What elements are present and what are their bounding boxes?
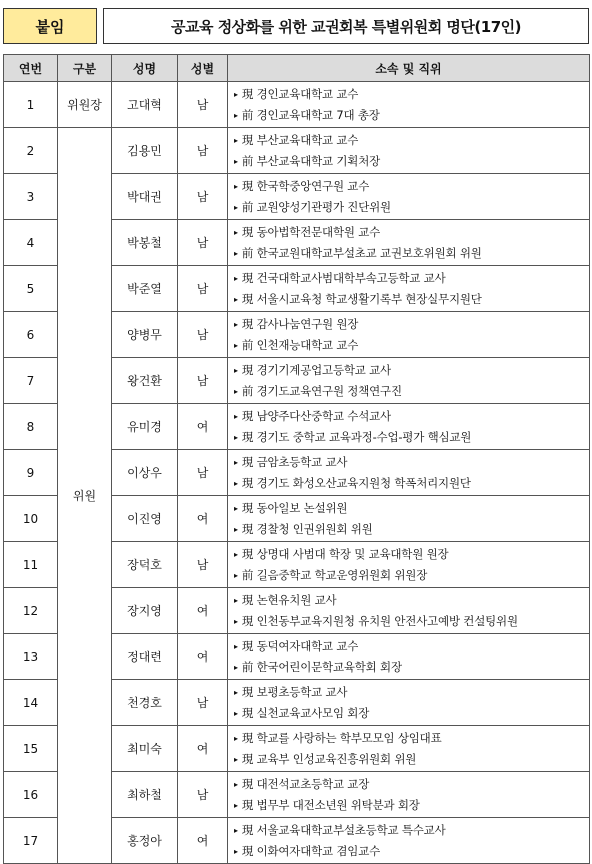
member-sex: 남 xyxy=(178,680,228,726)
bullet-icon: ▸ xyxy=(234,319,238,329)
col-header-group: 구분 xyxy=(58,55,112,82)
affiliation-text: 現 법무부 대전소년원 위탁분과 회장 xyxy=(241,797,420,812)
member-name: 김용민 xyxy=(112,128,178,174)
table-row xyxy=(4,82,590,128)
col-header-affiliation: 소속 및 직위 xyxy=(228,55,590,82)
affiliation-line xyxy=(234,105,589,126)
bullet-icon: ▸ xyxy=(234,365,238,375)
member-sex: 남 xyxy=(178,312,228,358)
bullet-icon: ▸ xyxy=(234,248,238,258)
member-affiliation xyxy=(228,312,590,358)
affiliation-line xyxy=(234,360,589,381)
affiliation-text: 前 길음중학교 학교운영위원회 위원장 xyxy=(241,567,428,582)
affiliation-text: 現 감사나눔연구원 원장 xyxy=(241,316,359,331)
bullet-icon: ▸ xyxy=(234,641,238,651)
affiliation-line xyxy=(234,636,589,657)
bullet-icon: ▸ xyxy=(234,708,238,718)
row-number: 11 xyxy=(4,542,58,588)
affiliation-text: 現 인천동부교육지원청 유치원 안전사고예방 컨설팅위원 xyxy=(241,613,518,628)
affiliation-text: 現 교육부 인성교육진흥위원회 위원 xyxy=(241,751,417,766)
member-affiliation xyxy=(228,220,590,266)
affiliation-text: 前 한국교원대학교부설초교 교권보호위원회 위원 xyxy=(241,245,482,260)
affiliation-text: 前 교원양성기관평가 진단위원 xyxy=(241,199,391,214)
member-name: 정대련 xyxy=(112,634,178,680)
bullet-icon: ▸ xyxy=(234,616,238,626)
affiliation-text: 現 상명대 사범대 학장 및 교육대학원 원장 xyxy=(241,546,449,561)
row-number: 7 xyxy=(4,358,58,404)
member-sex: 여 xyxy=(178,818,228,864)
row-number: 10 xyxy=(4,496,58,542)
bullet-icon: ▸ xyxy=(234,411,238,421)
bullet-icon: ▸ xyxy=(234,595,238,605)
affiliation-text: 現 경인교육대학교 교수 xyxy=(241,86,359,101)
member-affiliation xyxy=(228,818,590,864)
affiliation-text: 現 대전석교초등학교 교장 xyxy=(241,776,370,791)
affiliation-line xyxy=(234,795,589,816)
affiliation-text: 現 부산교육대학교 교수 xyxy=(241,132,359,147)
bullet-icon: ▸ xyxy=(234,386,238,396)
bullet-icon: ▸ xyxy=(234,570,238,580)
affiliation-text: 現 이화여자대학교 겸임교수 xyxy=(241,843,381,858)
row-number: 17 xyxy=(4,818,58,864)
affiliation-line xyxy=(234,452,589,473)
member-sex: 여 xyxy=(178,634,228,680)
member-affiliation xyxy=(228,634,590,680)
bullet-icon: ▸ xyxy=(234,273,238,283)
row-number: 12 xyxy=(4,588,58,634)
affiliation-text: 現 논현유치원 교사 xyxy=(241,592,337,607)
table-header-row xyxy=(4,55,590,82)
affiliation-line xyxy=(234,565,589,586)
document-title: 공교육 정상화를 위한 교권회복 특별위원회 명단(17인) xyxy=(103,8,589,44)
member-name: 최하철 xyxy=(112,772,178,818)
affiliation-line xyxy=(234,268,589,289)
affiliation-line xyxy=(234,427,589,448)
row-number: 5 xyxy=(4,266,58,312)
row-number: 1 xyxy=(4,82,58,128)
row-number: 13 xyxy=(4,634,58,680)
bullet-icon: ▸ xyxy=(234,110,238,120)
row-number: 8 xyxy=(4,404,58,450)
affiliation-line xyxy=(234,544,589,565)
bullet-icon: ▸ xyxy=(234,181,238,191)
member-name: 이상우 xyxy=(112,450,178,496)
affiliation-line xyxy=(234,498,589,519)
group-member: 위원 xyxy=(58,128,112,864)
member-name: 유미경 xyxy=(112,404,178,450)
bullet-icon: ▸ xyxy=(234,825,238,835)
row-number: 2 xyxy=(4,128,58,174)
member-affiliation xyxy=(228,358,590,404)
member-sex: 여 xyxy=(178,726,228,772)
affiliation-line xyxy=(234,381,589,402)
affiliation-text: 前 한국어린이문학교육학회 회장 xyxy=(241,659,402,674)
affiliation-line xyxy=(234,682,589,703)
member-name: 박대권 xyxy=(112,174,178,220)
col-header-no: 연번 xyxy=(4,55,58,82)
row-number: 15 xyxy=(4,726,58,772)
bullet-icon: ▸ xyxy=(234,503,238,513)
col-header-name: 성명 xyxy=(112,55,178,82)
affiliation-text: 現 한국학중앙연구원 교수 xyxy=(241,178,370,193)
affiliation-line xyxy=(234,222,589,243)
bullet-icon: ▸ xyxy=(234,457,238,467)
member-sex: 남 xyxy=(178,174,228,220)
bullet-icon: ▸ xyxy=(234,800,238,810)
bullet-icon: ▸ xyxy=(234,662,238,672)
member-sex: 여 xyxy=(178,588,228,634)
bullet-icon: ▸ xyxy=(234,846,238,856)
bullet-icon: ▸ xyxy=(234,754,238,764)
row-number: 14 xyxy=(4,680,58,726)
member-sex: 남 xyxy=(178,128,228,174)
affiliation-text: 現 남양주다산중학교 수석교사 xyxy=(241,408,391,423)
affiliation-line xyxy=(234,335,589,356)
affiliation-line xyxy=(234,519,589,540)
member-name: 양병무 xyxy=(112,312,178,358)
member-affiliation xyxy=(228,128,590,174)
member-name: 천경호 xyxy=(112,680,178,726)
affiliation-text: 現 금암초등학교 교사 xyxy=(241,454,348,469)
affiliation-text: 現 경찰청 인권위원회 위원 xyxy=(241,521,373,536)
member-name: 박준열 xyxy=(112,266,178,312)
affiliation-text: 現 동아일보 논설위원 xyxy=(241,500,348,515)
bullet-icon: ▸ xyxy=(234,779,238,789)
bullet-icon: ▸ xyxy=(234,340,238,350)
row-number: 3 xyxy=(4,174,58,220)
affiliation-text: 前 경기도교육연구원 정책연구진 xyxy=(241,383,402,398)
group-chair: 위원장 xyxy=(58,82,112,128)
member-sex: 남 xyxy=(178,772,228,818)
member-name: 고대혁 xyxy=(112,82,178,128)
bullet-icon: ▸ xyxy=(234,687,238,697)
bullet-icon: ▸ xyxy=(234,549,238,559)
affiliation-text: 現 서울시교육청 학교생활기록부 현장실무지원단 xyxy=(241,291,482,306)
affiliation-line xyxy=(234,289,589,310)
member-sex: 남 xyxy=(178,82,228,128)
row-number: 6 xyxy=(4,312,58,358)
affiliation-text: 現 경기기계공업고등학교 교사 xyxy=(241,362,391,377)
affiliation-line xyxy=(234,657,589,678)
affiliation-line xyxy=(234,243,589,264)
member-affiliation xyxy=(228,680,590,726)
affiliation-text: 現 서울교육대학교부설초등학교 특수교사 xyxy=(241,822,446,837)
row-number: 16 xyxy=(4,772,58,818)
member-sex: 남 xyxy=(178,450,228,496)
affiliation-line xyxy=(234,176,589,197)
member-name: 홍정아 xyxy=(112,818,178,864)
member-name: 장덕호 xyxy=(112,542,178,588)
bullet-icon: ▸ xyxy=(234,478,238,488)
bullet-icon: ▸ xyxy=(234,89,238,99)
member-name: 박봉철 xyxy=(112,220,178,266)
member-name: 장지영 xyxy=(112,588,178,634)
affiliation-line xyxy=(234,841,589,862)
affiliation-line xyxy=(234,590,589,611)
affiliation-line xyxy=(234,820,589,841)
affiliation-text: 現 건국대학교사범대학부속고등학교 교사 xyxy=(241,270,446,285)
member-name: 이진영 xyxy=(112,496,178,542)
affiliation-text: 前 인천재능대학교 교수 xyxy=(241,337,359,352)
bullet-icon: ▸ xyxy=(234,135,238,145)
affiliation-line xyxy=(234,473,589,494)
bullet-icon: ▸ xyxy=(234,524,238,534)
affiliation-line xyxy=(234,130,589,151)
affiliation-text: 現 동덕여자대학교 교수 xyxy=(241,638,359,653)
affiliation-line xyxy=(234,151,589,172)
affiliation-text: 現 경기도 화성오산교육지원청 학폭처리지원단 xyxy=(241,475,471,490)
document-header xyxy=(3,8,589,44)
affiliation-line xyxy=(234,314,589,335)
affiliation-line xyxy=(234,703,589,724)
bullet-icon: ▸ xyxy=(234,733,238,743)
member-sex: 여 xyxy=(178,404,228,450)
member-sex: 남 xyxy=(178,220,228,266)
affiliation-line xyxy=(234,774,589,795)
member-affiliation xyxy=(228,496,590,542)
member-affiliation xyxy=(228,588,590,634)
member-affiliation xyxy=(228,772,590,818)
affiliation-line xyxy=(234,611,589,632)
committee-table xyxy=(3,54,590,864)
affiliation-text: 前 경인교육대학교 7대 총장 xyxy=(241,107,380,122)
member-name: 왕건환 xyxy=(112,358,178,404)
affiliation-text: 前 부산교육대학교 기획처장 xyxy=(241,153,381,168)
attachment-tag: 붙임 xyxy=(3,8,97,44)
bullet-icon: ▸ xyxy=(234,432,238,442)
member-affiliation xyxy=(228,174,590,220)
affiliation-line xyxy=(234,728,589,749)
member-affiliation xyxy=(228,726,590,772)
member-name: 최미숙 xyxy=(112,726,178,772)
bullet-icon: ▸ xyxy=(234,227,238,237)
affiliation-line xyxy=(234,406,589,427)
member-affiliation xyxy=(228,266,590,312)
member-affiliation xyxy=(228,82,590,128)
member-affiliation xyxy=(228,450,590,496)
member-sex: 남 xyxy=(178,358,228,404)
affiliation-text: 現 학교를 사랑하는 학부모모임 상임대표 xyxy=(241,730,442,745)
member-sex: 여 xyxy=(178,496,228,542)
table-row xyxy=(4,128,590,174)
affiliation-line xyxy=(234,197,589,218)
affiliation-line xyxy=(234,749,589,770)
affiliation-text: 現 경기도 중학교 교육과정-수업-평가 핵심교원 xyxy=(241,429,472,444)
affiliation-text: 現 동아법학전문대학원 교수 xyxy=(241,224,381,239)
row-number: 9 xyxy=(4,450,58,496)
member-sex: 남 xyxy=(178,266,228,312)
affiliation-text: 現 실천교육교사모임 회장 xyxy=(241,705,370,720)
bullet-icon: ▸ xyxy=(234,156,238,166)
affiliation-line xyxy=(234,84,589,105)
affiliation-text: 現 보평초등학교 교사 xyxy=(241,684,348,699)
bullet-icon: ▸ xyxy=(234,202,238,212)
bullet-icon: ▸ xyxy=(234,294,238,304)
row-number: 4 xyxy=(4,220,58,266)
member-affiliation xyxy=(228,404,590,450)
col-header-sex: 성별 xyxy=(178,55,228,82)
member-affiliation xyxy=(228,542,590,588)
member-sex: 남 xyxy=(178,542,228,588)
